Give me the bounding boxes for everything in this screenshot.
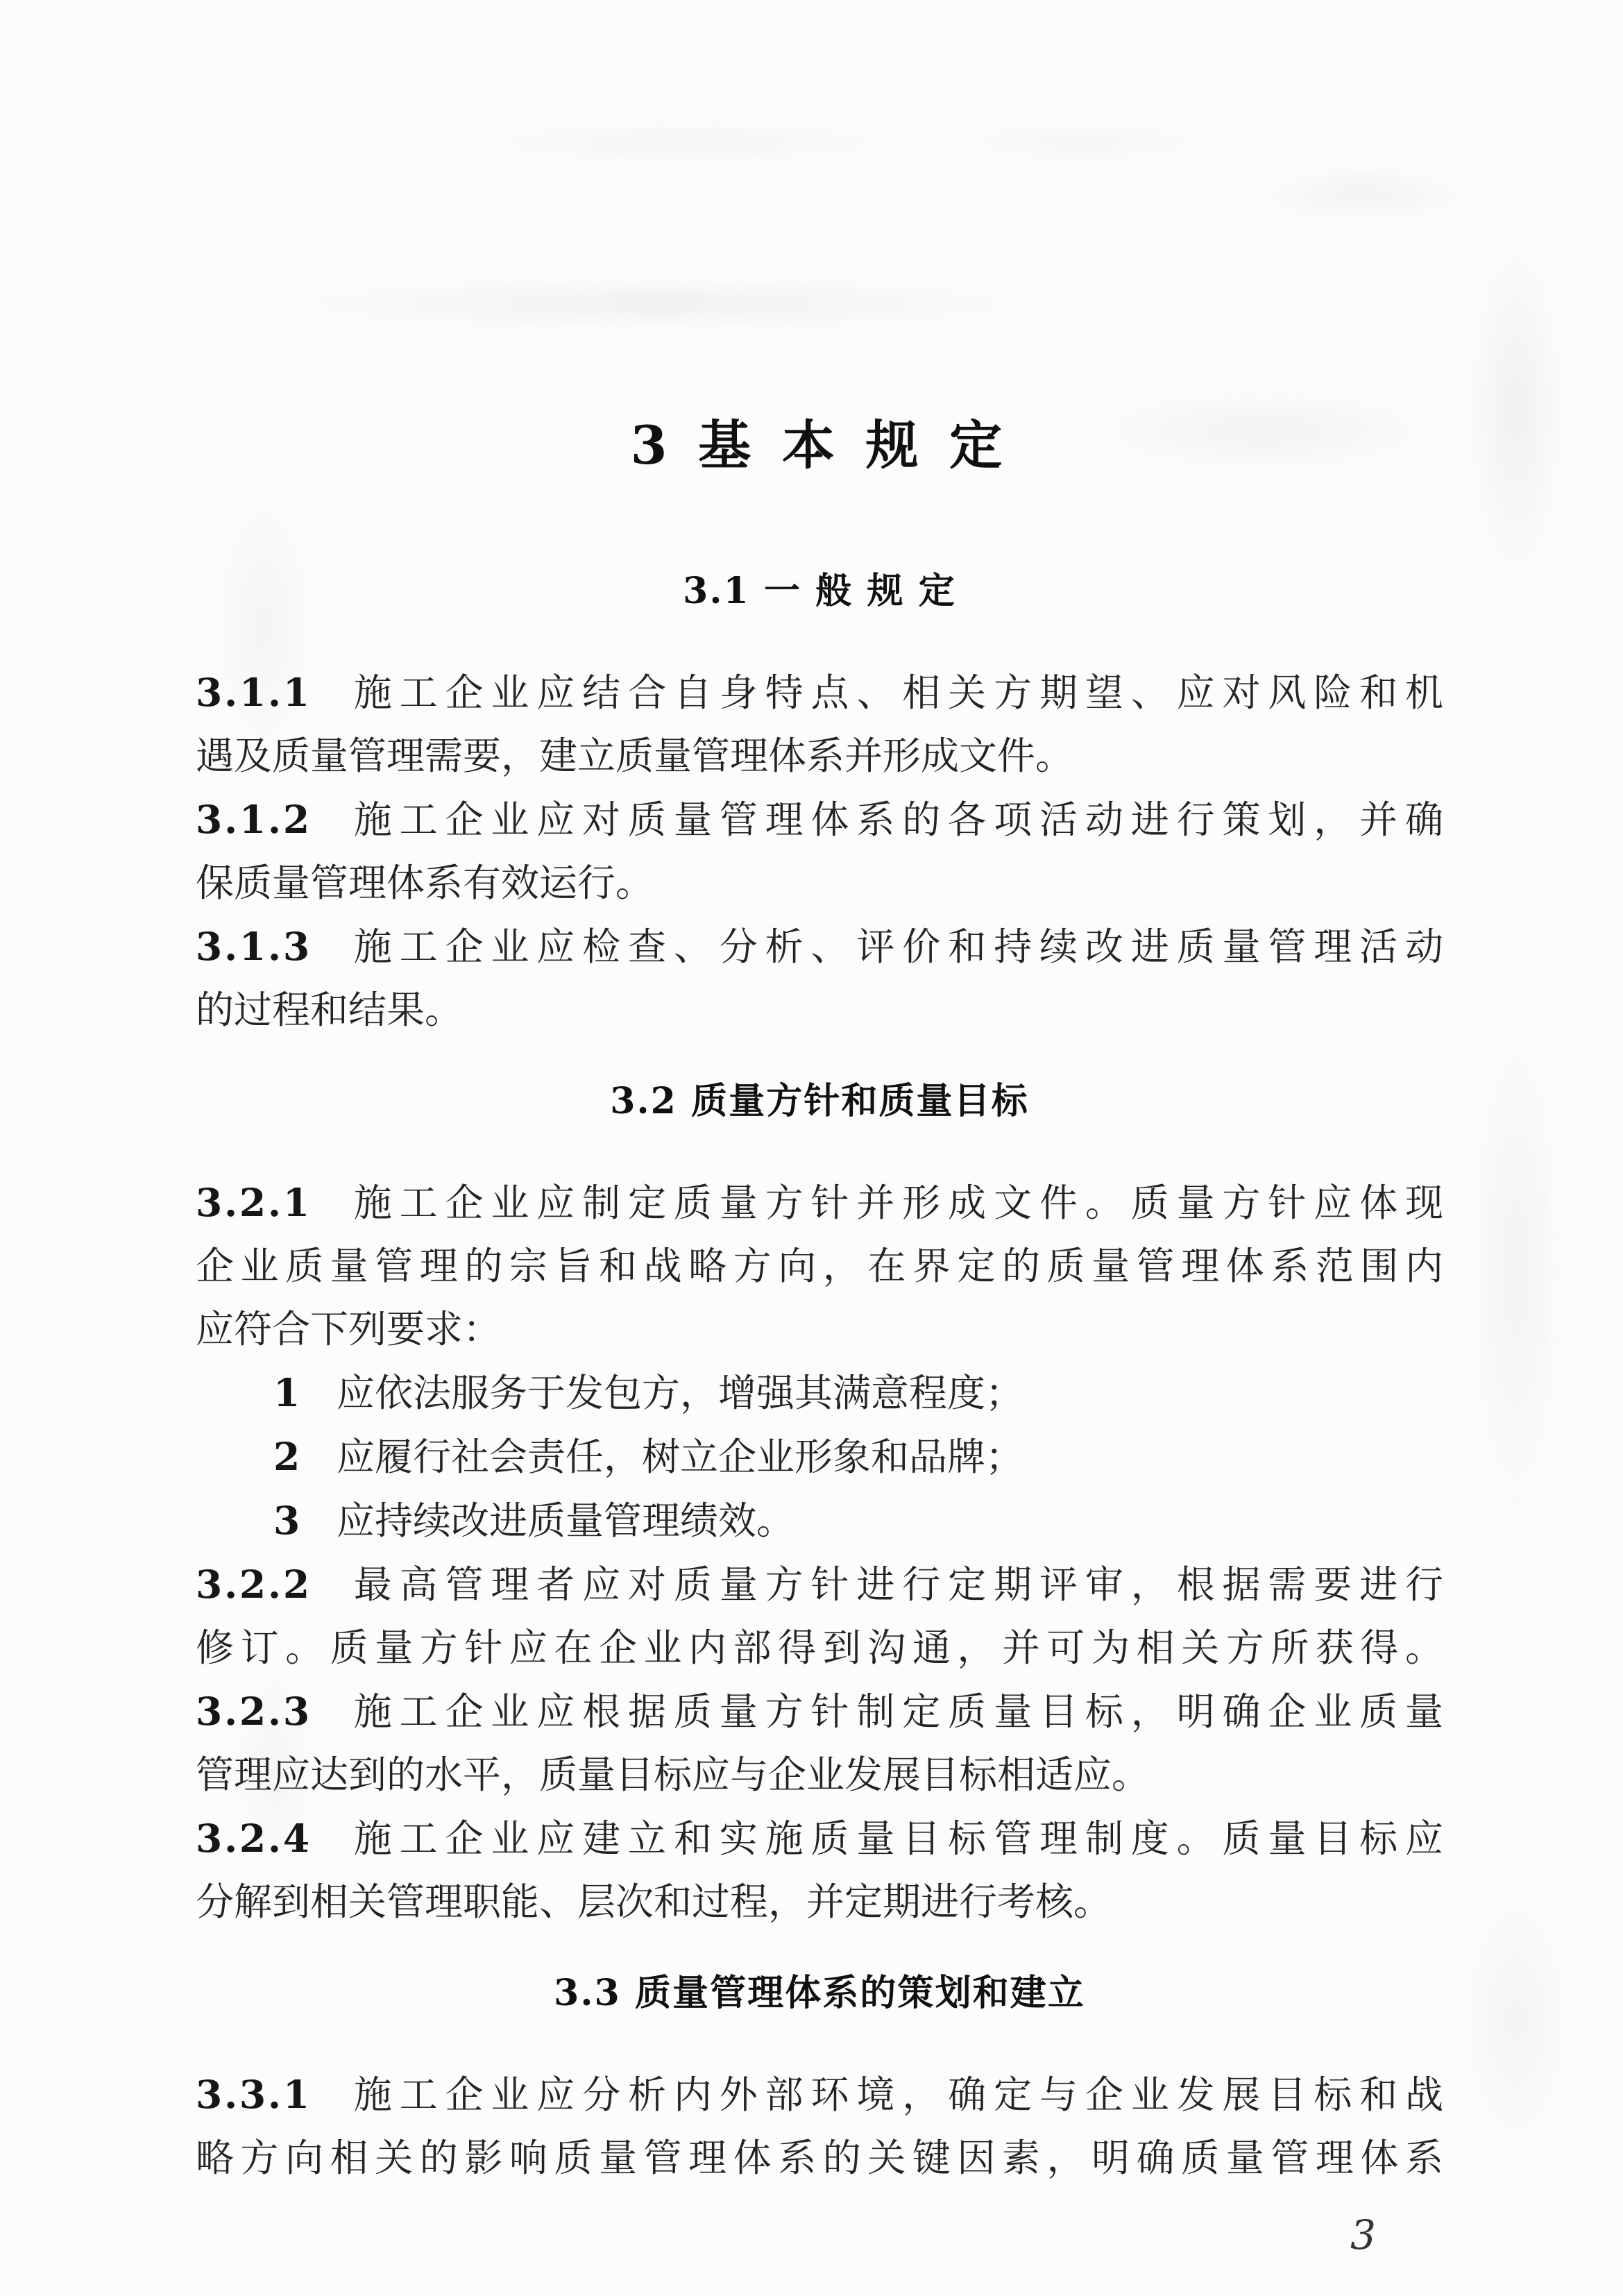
text-line xyxy=(196,2063,1443,2127)
scan-artifact xyxy=(1464,1006,1568,1534)
line-text: 施工企业应分析内外部环境，确定与企业发展目标和战 xyxy=(346,2073,1443,2118)
clause-number: 3 xyxy=(273,1498,303,1544)
line-text: 最高管理者应对质量方针进行定期评审，根据需要进行 xyxy=(346,1562,1443,1607)
page-content xyxy=(196,0,1443,2190)
section-heading xyxy=(196,1081,1443,1122)
line-text: 略方向相关的影响质量管理体系的关键因素，明确质量管理体系 xyxy=(196,2136,1443,2181)
chapter-title: 3 基 本 规 定 xyxy=(630,414,1009,476)
text-line xyxy=(196,1361,1443,1425)
text-line xyxy=(196,788,1443,852)
line-text: 3.3 质量管理体系的策划和建立 xyxy=(554,1972,1085,2015)
text-blocks xyxy=(196,571,1443,2190)
line-text: 应持续改进质量管理绩效。 xyxy=(337,1499,795,1544)
text-line xyxy=(196,1744,1443,1807)
clause-number: 3.2.2 xyxy=(196,1562,312,1607)
section-heading xyxy=(196,1973,1443,2014)
clause-number: 3.2.3 xyxy=(196,1689,312,1734)
clause-number: 3.2.4 xyxy=(196,1816,312,1862)
text-line xyxy=(196,1489,1443,1553)
clause-number: 3.3.1 xyxy=(196,2072,312,2118)
text-line xyxy=(196,1807,1443,1871)
line-text: 企业质量管理的宗旨和战略方向，在界定的质量管理体系范围内 xyxy=(196,1244,1443,1289)
clause-number: 3.1.3 xyxy=(196,924,312,970)
text-line xyxy=(196,915,1443,979)
line-text: 分解到相关管理职能、层次和过程，并定期进行考核。 xyxy=(196,1880,1112,1925)
text-line xyxy=(196,1298,1443,1361)
text-line xyxy=(196,1871,1443,1934)
text-line xyxy=(196,979,1443,1042)
line-text: 施工企业应检查、分析、评价和持续改进质量管理活动 xyxy=(346,925,1443,970)
clause-number: 3.1.2 xyxy=(196,797,312,843)
line-text: 施工企业应根据质量方针制定质量目标，明确企业质量 xyxy=(346,1689,1443,1734)
scan-artifact xyxy=(1457,1874,1575,2166)
line-text: 应履行社会责任，树立企业形象和品牌； xyxy=(337,1435,1024,1480)
text-line xyxy=(196,1553,1443,1617)
text-line xyxy=(196,1425,1443,1489)
text-line xyxy=(196,852,1443,915)
text-line xyxy=(196,1617,1443,1680)
text-line xyxy=(196,725,1443,788)
text-line xyxy=(196,661,1443,725)
clause-number: 2 xyxy=(273,1434,303,1480)
clause-number: 1 xyxy=(273,1370,303,1416)
line-text: 修订。质量方针应在企业内部得到沟通，并可为相关方所获得。 xyxy=(196,1626,1443,1671)
text-line xyxy=(196,1171,1443,1235)
line-text: 3.1 一 般 规 定 xyxy=(683,570,956,613)
line-text: 应符合下列要求： xyxy=(196,1307,502,1352)
line-text: 保质量管理体系有效运行。 xyxy=(196,861,654,906)
section-heading xyxy=(196,571,1443,612)
line-text: 管理应达到的水平，质量目标应与企业发展目标相适应。 xyxy=(196,1753,1150,1798)
text-line xyxy=(196,2127,1443,2190)
line-text: 施工企业应建立和实施质量目标管理制度。质量目标应 xyxy=(346,1816,1443,1862)
line-text: 3.2 质量方针和质量目标 xyxy=(610,1080,1029,1123)
clause-number: 3.1.1 xyxy=(196,670,312,716)
page-number: 3 xyxy=(1350,2211,1376,2259)
line-text: 施工企业应结合自身特点、相关方期望、应对风险和机 xyxy=(346,670,1443,716)
clause-number: 3.2.1 xyxy=(196,1180,312,1226)
text-line xyxy=(196,1680,1443,1744)
line-text: 应依法服务于发包方，增强其满意程度； xyxy=(337,1371,1024,1416)
scan-artifact xyxy=(1464,229,1568,590)
line-text: 施工企业应对质量管理体系的各项活动进行策划，并确 xyxy=(346,797,1443,843)
line-text: 施工企业应制定质量方针并形成文件。质量方针应体现 xyxy=(346,1181,1443,1226)
line-text: 遇及质量管理需要，建立质量管理体系并形成文件。 xyxy=(196,734,1074,779)
text-line xyxy=(196,1235,1443,1298)
line-text: 的过程和结果。 xyxy=(196,988,464,1033)
